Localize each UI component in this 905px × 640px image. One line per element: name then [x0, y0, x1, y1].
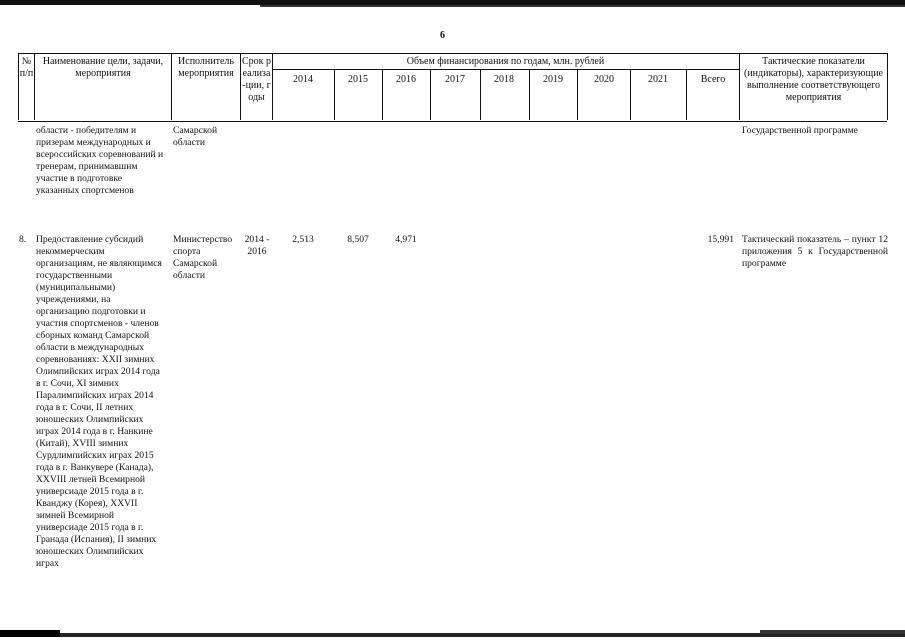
row-1-indicator: Тактический показатель – пункт 12 приложения 5 к Государственной программе	[742, 234, 888, 269]
page-number: 6	[440, 30, 445, 41]
year-2014: 2014	[293, 74, 313, 85]
year-2016: 2016	[396, 74, 416, 85]
row-1-name: Предоставление субсидий некоммерческим организациям, не являющимся государственными (муниципальными) учреждениями, на организацию подготовки и участия спортсменов - членов сборных команд Самарской области в международных соревнованиях: XXII зимних Олимпийских играх 2014 года в г. Сочи, XI зимних Паралимпийских играх 2014 года в г. Сочи, II летних юношеских Олимпийских играх 2014 года в г. Нанкине (Китай), XVIII зимних Сурдлимпийских играх 2015 года в г. Ванкувере (Канада), XXVIII летней Всемирной универсиаде 2015 года в г. Кванджу (Корея), XXVII зимней Всемирной универсиаде 2015 года в г. Гранада (Испания), II зимних юношеских Олимпийских играх	[36, 234, 162, 569]
header-num: № п/п	[19, 56, 34, 79]
year-2017: 2017	[445, 74, 465, 85]
year-2018: 2018	[494, 74, 514, 85]
row-1-v2015: 8,507	[347, 234, 369, 245]
bottom-border-left	[0, 630, 60, 637]
year-total: Всего	[700, 74, 726, 85]
row-1-executor: Министерство спорта Самарской области	[173, 234, 233, 281]
row-0-indicator: Государственной программе	[742, 125, 858, 136]
year-2019: 2019	[543, 74, 563, 85]
row-1-total: 15,991	[707, 234, 734, 245]
year-2021: 2021	[648, 74, 668, 85]
row-1-v2016: 4,971	[395, 234, 417, 245]
row-0-executor: Самарской области	[173, 125, 218, 148]
year-2020: 2020	[594, 74, 614, 85]
year-2015: 2015	[348, 74, 368, 85]
header-indicators: Тактические показатели (индикаторы), характеризующие выполнение соответствующего мероприятия	[744, 56, 883, 103]
header-goal: Наименование цели, задачи, мероприятия	[42, 56, 164, 79]
header-executor: Исполнитель мероприятия	[178, 56, 234, 79]
header-term: Срок реализа-ции, годы	[241, 56, 272, 103]
row-0-name: области - победителям и призерам международных и всероссийских соревнований и тренерам, принимавшим участие в подготовке указанных спортсменов	[36, 125, 164, 196]
top-border-shadow	[260, 5, 905, 7]
row-1-num: 8.	[19, 234, 27, 245]
row-1-v2014: 2,513	[292, 234, 314, 245]
header-funding: Объем финансирования по годам, млн. рублей	[406, 56, 605, 67]
bottom-border-right	[760, 630, 905, 634]
row-1-term: 2014 - 2016	[244, 234, 270, 257]
